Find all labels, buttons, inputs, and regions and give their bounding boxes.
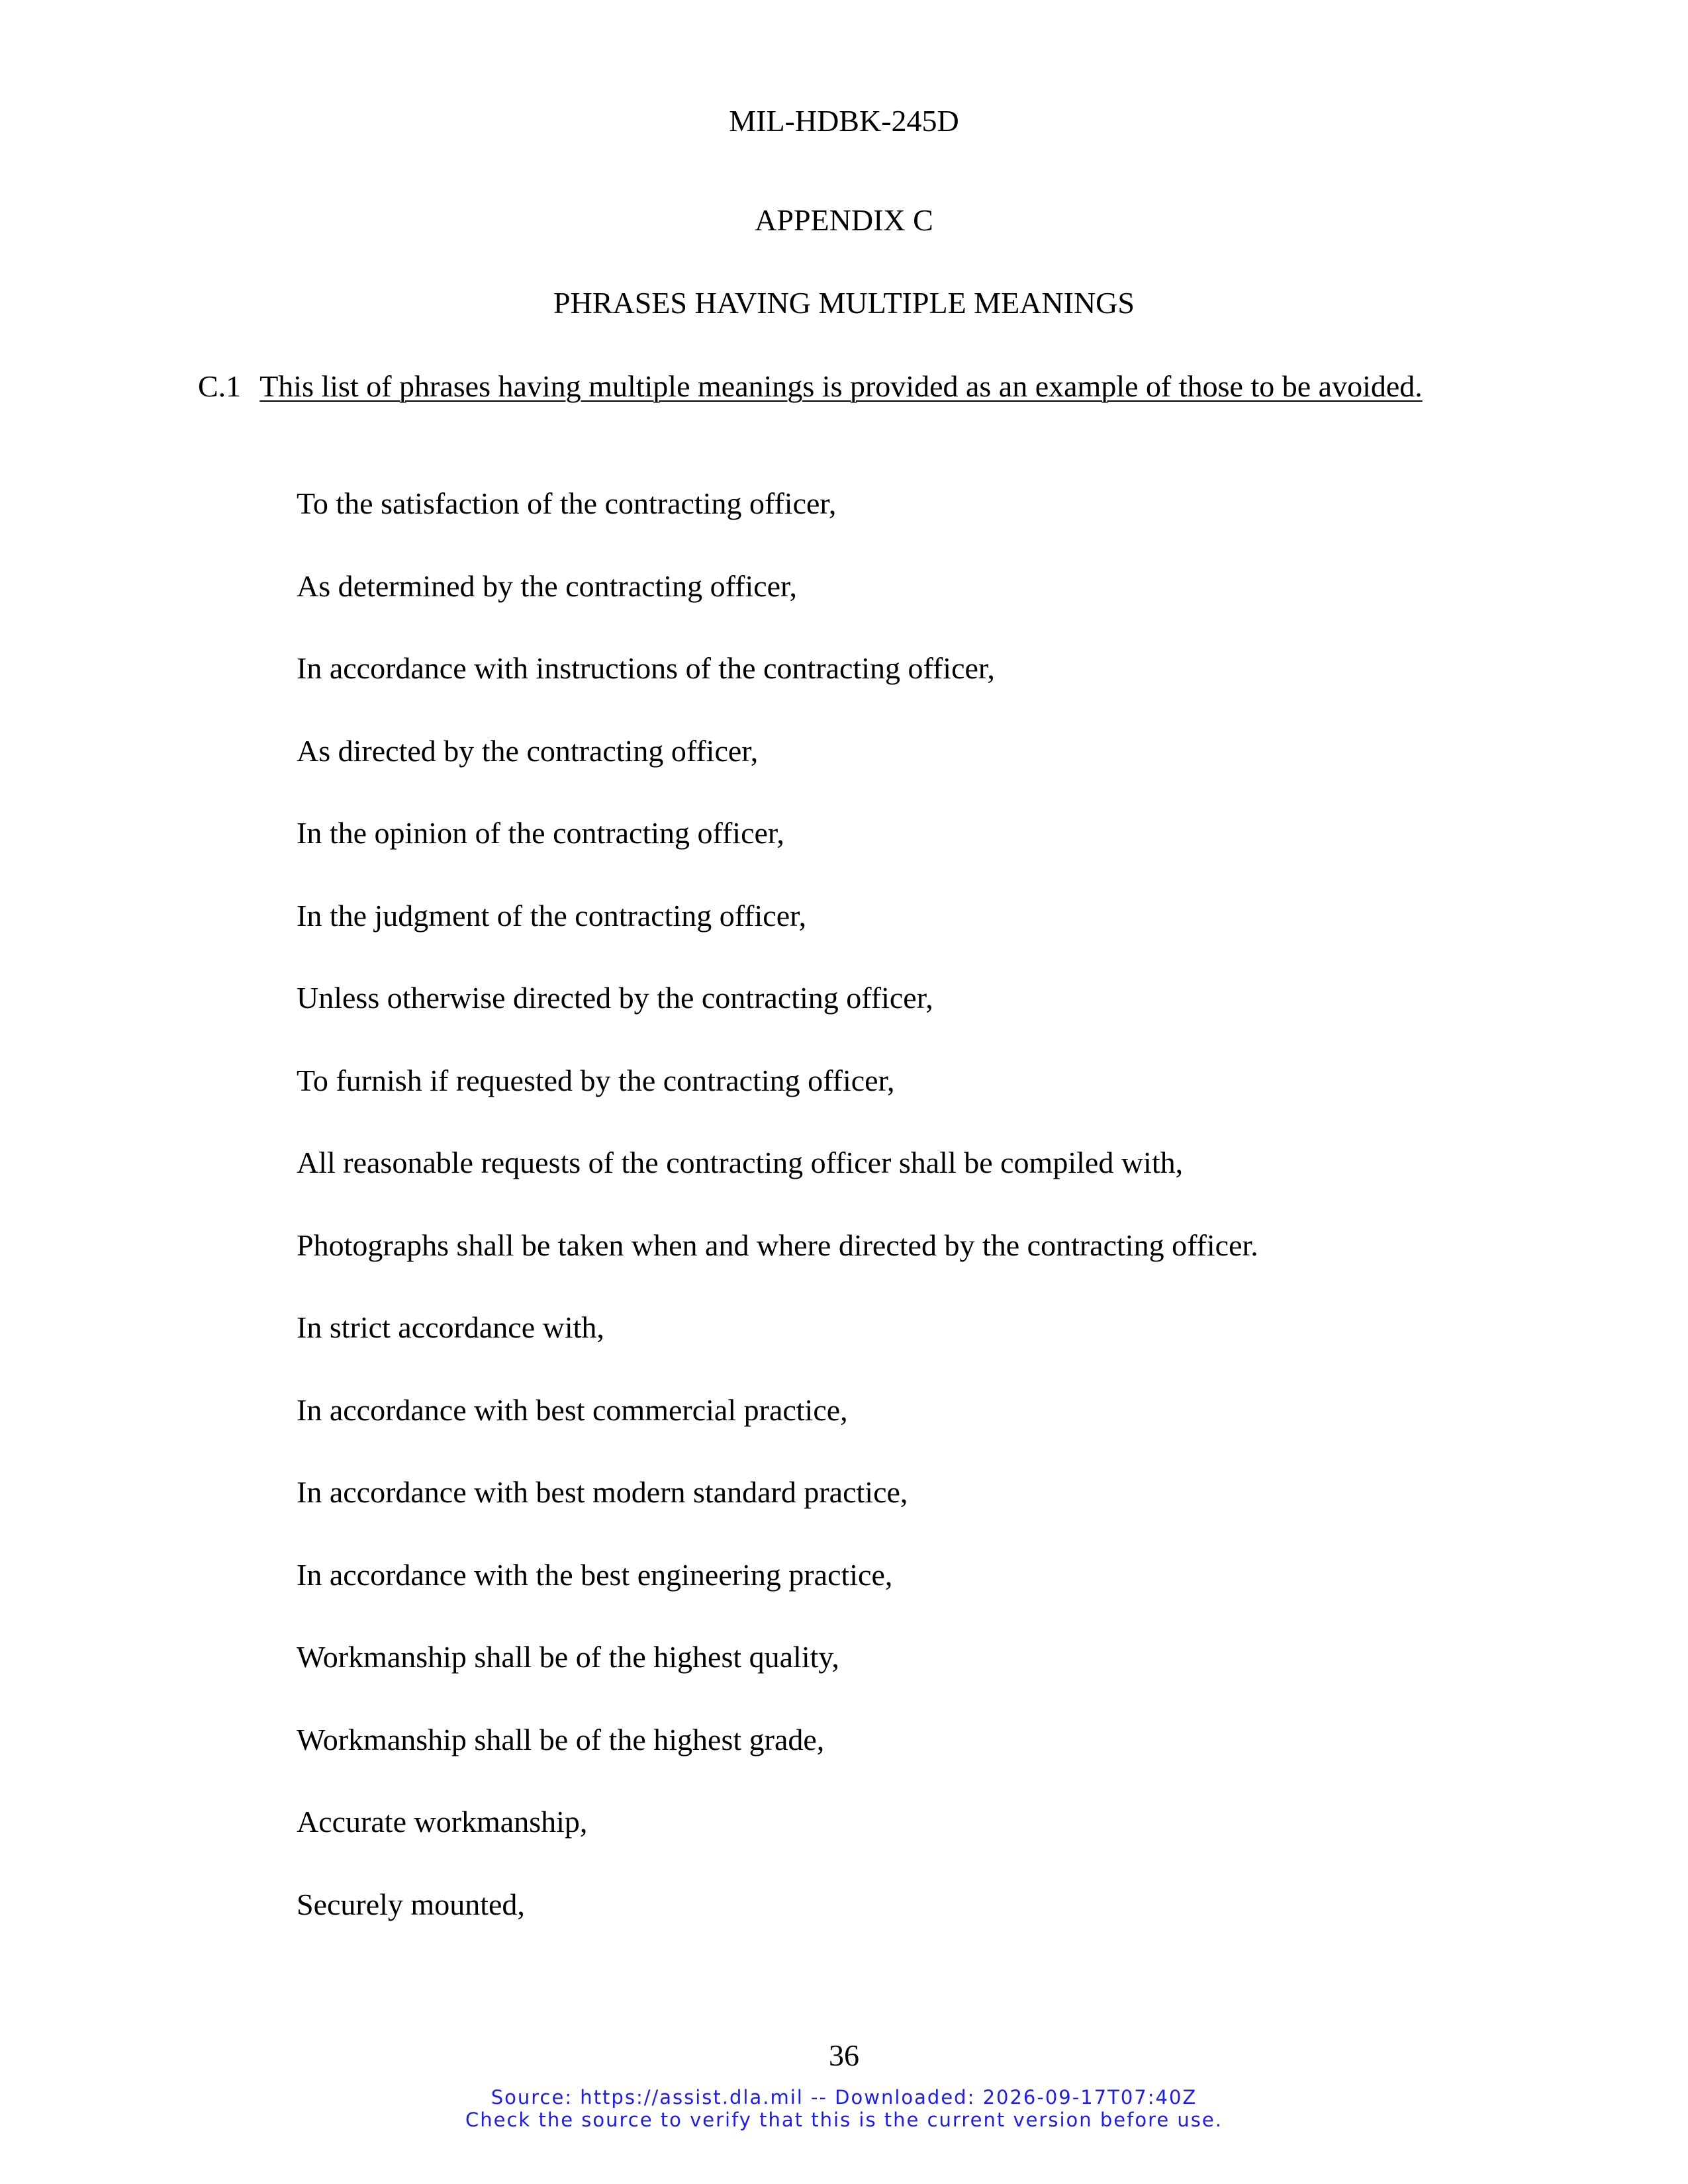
phrase-item: Accurate workmanship, [297, 1805, 588, 1839]
phrase-item: To the satisfaction of the contracting officer, [297, 486, 837, 520]
phrase-item: In accordance with best commercial practice, [297, 1392, 848, 1427]
page-number: 36 [829, 2038, 859, 2072]
phrase-item: In accordance with the best engineering practice, [297, 1557, 893, 1592]
phrase-item: Workmanship shall be of the highest quality, [297, 1640, 839, 1674]
source-notice-line-1: Source: https://assist.dla.mil -- Downloaded: 2026-09-17T07:40Z [491, 2086, 1197, 2109]
section-text: This list of phrases having multiple meanings is provided as an example of those to be avoided. [259, 369, 1423, 403]
document-id: MIL-HDBK-245D [729, 104, 959, 138]
phrase-item: In the judgment of the contracting officer, [297, 898, 807, 933]
phrase-item: As determined by the contracting officer, [297, 569, 798, 603]
phrase-item: As directed by the contracting officer, [297, 733, 759, 768]
phrase-list [297, 485, 1258, 1968]
phrase-item: In strict accordance with, [297, 1310, 604, 1344]
phrase-item: In accordance with best modern standard practice, [297, 1475, 908, 1509]
appendix-heading: APPENDIX C [755, 203, 933, 237]
phrase-item: Workmanship shall be of the highest grade, [297, 1722, 825, 1756]
phrase-item: Unless otherwise directed by the contracting officer, [297, 981, 933, 1015]
section-number: C.1 [198, 369, 242, 403]
phrase-item: All reasonable requests of the contracting officer shall be compiled with, [297, 1146, 1184, 1179]
phrase-item: Securely mounted, [297, 1887, 525, 1921]
phrase-item: To furnish if requested by the contracting officer, [297, 1063, 895, 1097]
section-c1 [198, 366, 1442, 407]
source-notice-line-2: Check the source to verify that this is the current version before use. [465, 2109, 1223, 2131]
phrase-item: Photographs shall be taken when and where directed by the contracting officer. [297, 1228, 1258, 1262]
phrase-item: In accordance with instructions of the contracting officer, [297, 651, 995, 685]
phrase-item: In the opinion of the contracting officer, [297, 816, 784, 850]
appendix-title: PHRASES HAVING MULTIPLE MEANINGS [553, 286, 1135, 320]
